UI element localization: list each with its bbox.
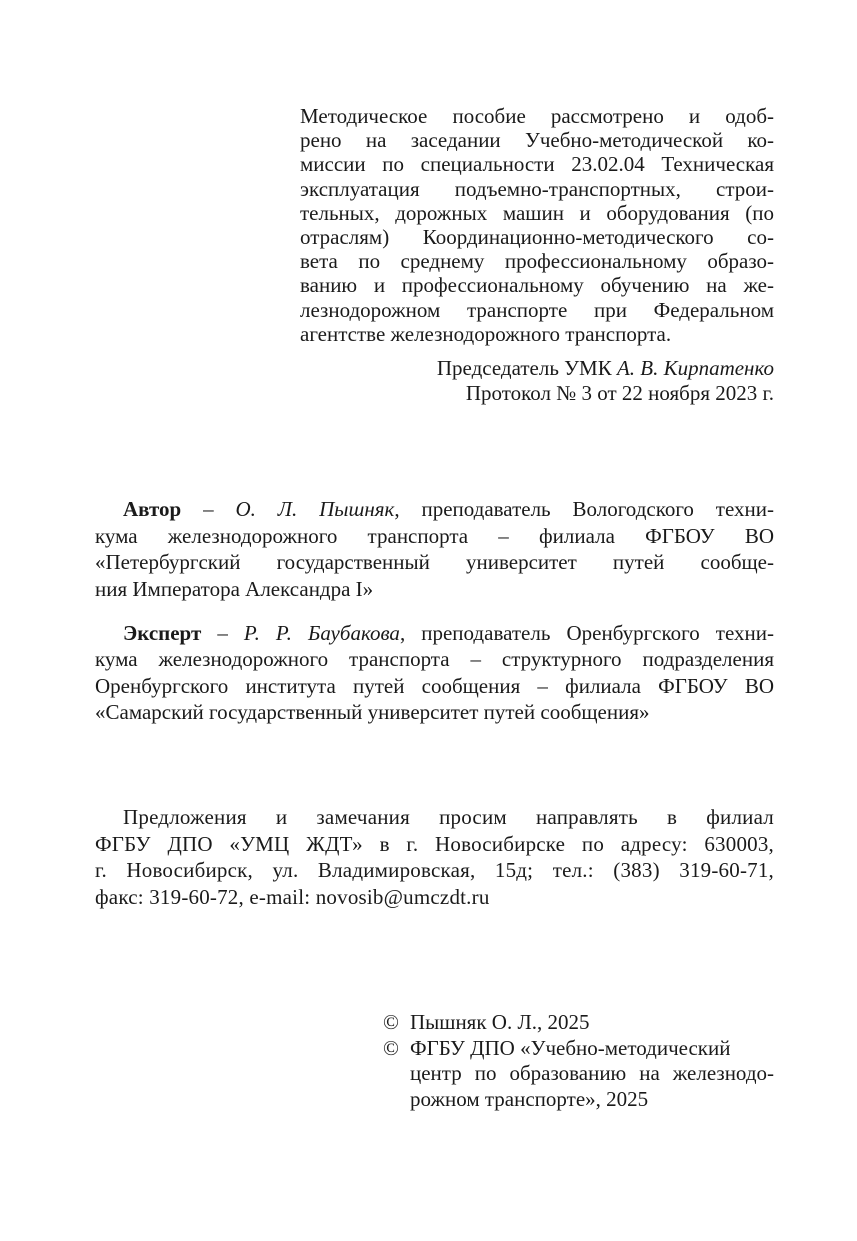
author-line: кума железнодорожного транспорта – филиала ФГБОУ ВО — [95, 523, 774, 548]
approval-paragraph — [300, 104, 774, 346]
approval-line: тельных, дорожных машин и оборудования (по — [300, 200, 774, 225]
approval-line: вета по среднему профессиональному образо- — [300, 249, 774, 274]
chair-line — [300, 356, 774, 381]
author-dash: – — [181, 497, 236, 521]
expert-dash: – — [201, 621, 244, 645]
chair-name: А. В. Кирпатенко — [616, 356, 774, 380]
author-line: «Петербургский государственный университет путей сообще- — [95, 550, 774, 574]
copyright-icon: © — [383, 1010, 399, 1034]
copyright-author-text: Пышняк О. Л., 2025 — [410, 1010, 590, 1034]
approval-line: эксплуатация подъемно-транспортных, строи- — [300, 176, 774, 201]
author-line: ния Императора Александра I» — [95, 576, 374, 601]
contact-line: г. Новосибирск, ул. Владимировская, 15д; тел.: (383) 319-60-71, — [95, 858, 774, 882]
copyright-org-line: центр по образованию на железнодо- — [410, 1061, 774, 1085]
copyright-author — [383, 1010, 774, 1036]
approval-line: агентстве железнодорожного транспорта. — [300, 321, 672, 346]
contact-line — [95, 805, 774, 832]
author-description: , преподаватель Вологодского техни- — [394, 497, 774, 521]
expert-line: «Самарский государственный университет путей сообщения» — [95, 699, 650, 724]
protocol-line: Протокол № 3 от 22 ноября 2023 г. — [465, 381, 774, 405]
copyright-icon: © — [383, 1035, 399, 1060]
contact-line: ФГБУ ДПО «УМЦ ЖДТ» в г. Новосибирске по адресу: 630003, — [95, 831, 774, 856]
expert-first-line — [95, 621, 774, 647]
contact-paragraph — [95, 805, 774, 911]
copyright-block — [383, 1010, 774, 1112]
expert-line: кума железнодорожного транспорта – структурного подразделения — [95, 647, 774, 672]
expert-role: Эксперт — [123, 621, 202, 645]
approval-line: ванию и профессиональному обучению на же- — [300, 273, 774, 298]
chair-label: Председатель УМК — [436, 356, 612, 380]
copyright-org-line: рожном транспорте», 2025 — [410, 1086, 649, 1111]
copyright-org-text: ФГБУ ДПО «Учебно-методический — [410, 1035, 731, 1060]
author-paragraph — [95, 497, 774, 603]
copyright-org — [383, 1036, 774, 1062]
author-first-line — [95, 497, 774, 524]
expert-line: Оренбургского института путей сообщения – филиала ФГБОУ ВО — [95, 673, 774, 698]
author-name: О. Л. Пышняк — [235, 497, 395, 521]
approval-line: рено на заседании Учебно-методической ко- — [300, 128, 774, 153]
contact-text: Предложения и замечания просим направлять в филиал — [123, 805, 774, 829]
approval-line: лезнодорожном транспорте при Федеральном — [300, 297, 774, 322]
expert-paragraph — [95, 621, 774, 726]
expert-name: Р. Р. Баубакова — [243, 621, 400, 645]
contact-line: факс: 319-60-72, e-mail: novosib@umczdt.ru — [95, 884, 490, 909]
expert-description: , преподаватель Оренбургского техни- — [399, 621, 774, 645]
approval-line: миссии по специальности 23.02.04 Техническая — [300, 152, 774, 177]
author-role: Автор — [123, 497, 182, 521]
chair-signature — [300, 356, 774, 406]
approval-line: Методическое пособие рассмотрено и одоб- — [300, 104, 774, 128]
approval-line: отраслям) Координационно-методического со- — [300, 224, 774, 249]
